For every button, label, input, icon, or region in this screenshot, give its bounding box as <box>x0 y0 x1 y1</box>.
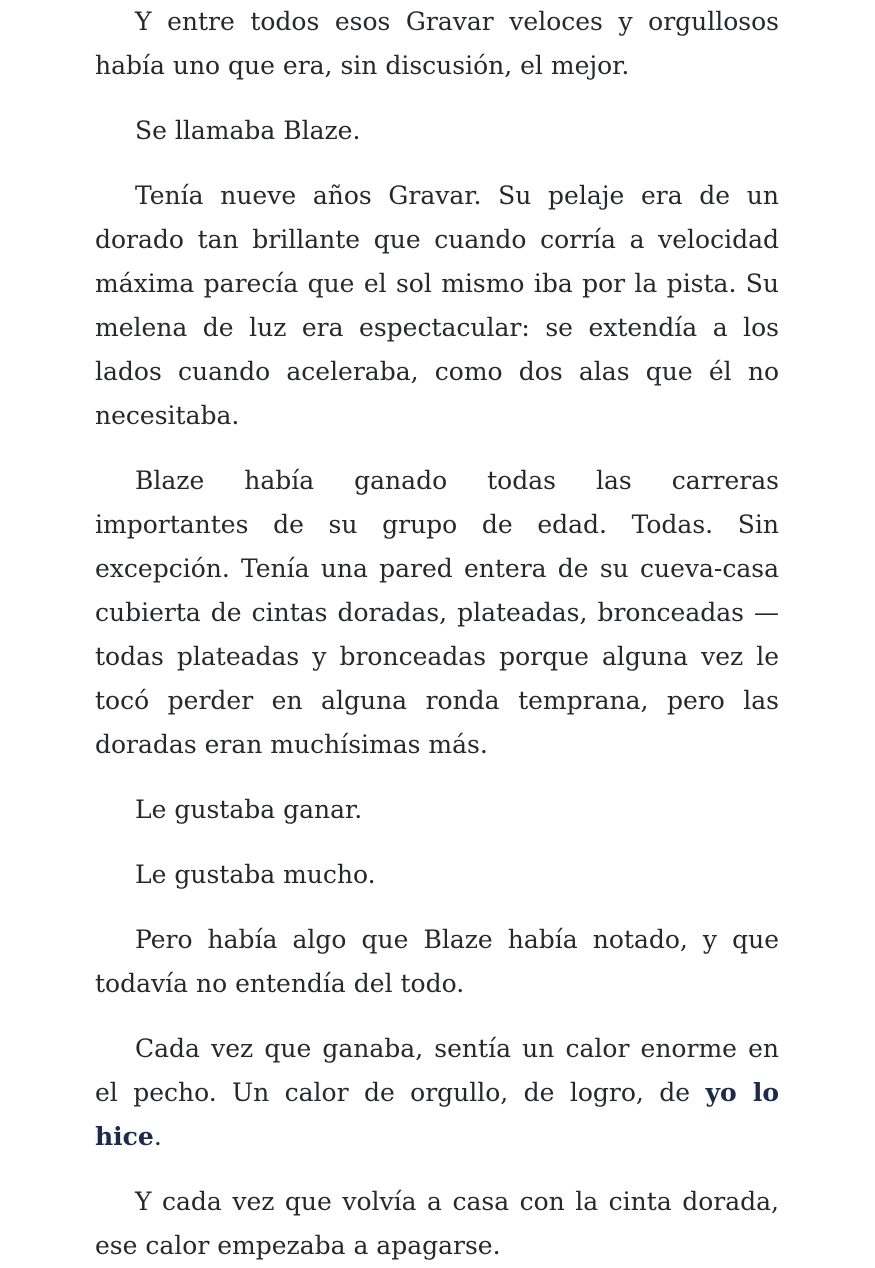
emphasized-phrase: yo lo hice <box>95 1078 780 1151</box>
paragraph: Le gustaba ganar. <box>135 795 363 824</box>
book-page <box>95 0 779 1268</box>
paragraph-last: Y cada vez que volvía a casa con la cinta dorada, ese calor empezaba a apagarse. <box>95 1187 779 1260</box>
paragraph: Tenía nueve años Gravar. Su pelaje era de un dorado tan brillante que cuando corría a velocidad máxima parecía que el sol mismo iba por la pista. Su melena de luz era espectacular: se extendía a los lados cuando aceleraba, como dos alas que él no necesitaba. <box>95 181 779 430</box>
paragraph-warmth-end: . <box>153 1122 162 1151</box>
paragraph-warmth-text: Cada vez que ganaba, sentía un calor enorme en el pecho. Un calor de orgullo, de logro, de <box>95 1034 779 1107</box>
paragraph: Pero había algo que Blaze había notado, y que todavía no entendía del todo. <box>95 925 779 998</box>
paragraph-warmth <box>95 1027 779 1159</box>
paragraph: Blaze había ganado todas las carreras importantes de su grupo de edad. Todas. Sin excepción. Tenía una pared entera de su cueva-casa cubierta de cintas doradas, plateadas, bronceadas — todas plateadas y bronceadas porque alguna vez le tocó perder en alguna ronda temprana, pero las doradas eran muchísimas más. <box>95 466 779 759</box>
paragraph: Le gustaba mucho. <box>135 860 376 889</box>
paragraph: Y entre todos esos Gravar veloces y orgullosos había uno que era, sin discusión, el mejor. <box>95 7 779 80</box>
paragraph: Se llamaba Blaze. <box>135 116 361 145</box>
